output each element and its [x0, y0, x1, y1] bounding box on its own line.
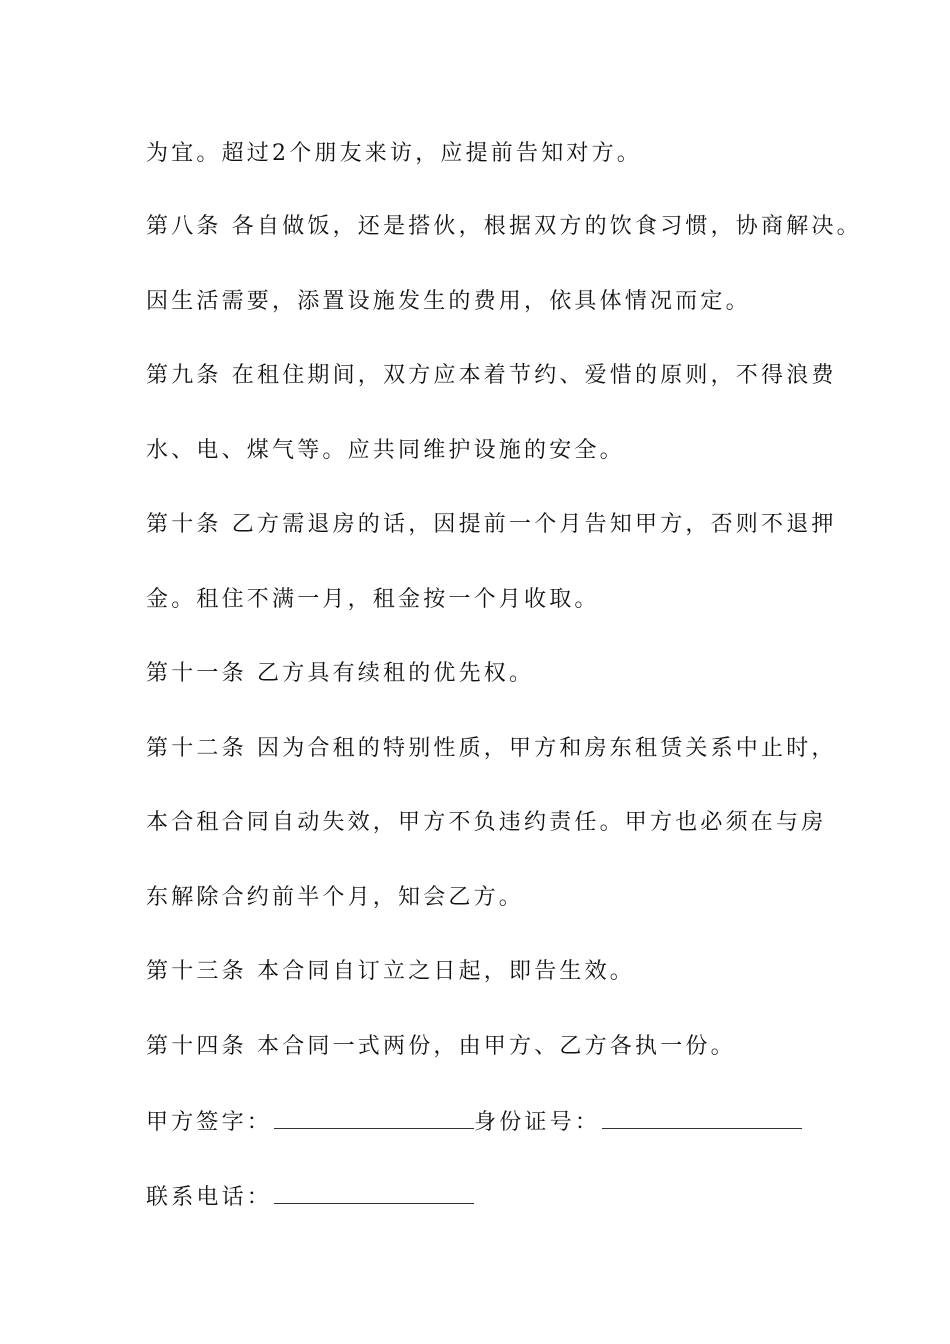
article-11: 第十一条 乙方具有续租的优先权。 [146, 661, 535, 686]
article-12: 第十二条 因为合租的特别性质，甲方和房东租赁关系中止时， [146, 736, 837, 761]
id-number-label: 身份证号： [474, 1110, 601, 1135]
id-number-blank[interactable] [602, 1106, 802, 1129]
party-a-signature-blank[interactable] [274, 1106, 474, 1129]
article-10: 第十条 乙方需退房的话，因提前一个月告知甲方，否则不退押 [146, 512, 837, 537]
article-8: 第八条 各自做饭，还是搭伙，根据双方的饮食习惯，协商解决。 [146, 214, 862, 239]
phone-row [146, 1181, 474, 1213]
paragraph-line: 本合租合同自动失效，甲方不负违约责任。甲方也必须在与房 [146, 810, 827, 835]
phone-label: 联系电话： [146, 1185, 273, 1210]
phone-blank[interactable] [274, 1181, 474, 1204]
article-14: 第十四条 本合同一式两份，由甲方、乙方各执一份。 [146, 1034, 736, 1059]
article-13: 第十三条 本合同自订立之日起，即告生效。 [146, 959, 635, 984]
paragraph-line: 因生活需要，添置设施发生的费用，依具体情况而定。 [146, 289, 751, 314]
signature-row [146, 1106, 802, 1138]
party-a-signature-label: 甲方签字： [146, 1110, 273, 1135]
paragraph-line: 水、电、煤气等。应共同维护设施的安全。 [146, 438, 625, 463]
article-9: 第九条 在租住期间，双方应本着节约、爱惜的原则，不得浪费 [146, 363, 837, 388]
paragraph-line: 东解除合约前半个月，知会乙方。 [146, 885, 525, 910]
paragraph-line: 为宜。超过2个朋友来访，应提前告知对方。 [146, 141, 642, 166]
paragraph-line: 金。租住不满一月，租金按一个月收取。 [146, 587, 600, 612]
